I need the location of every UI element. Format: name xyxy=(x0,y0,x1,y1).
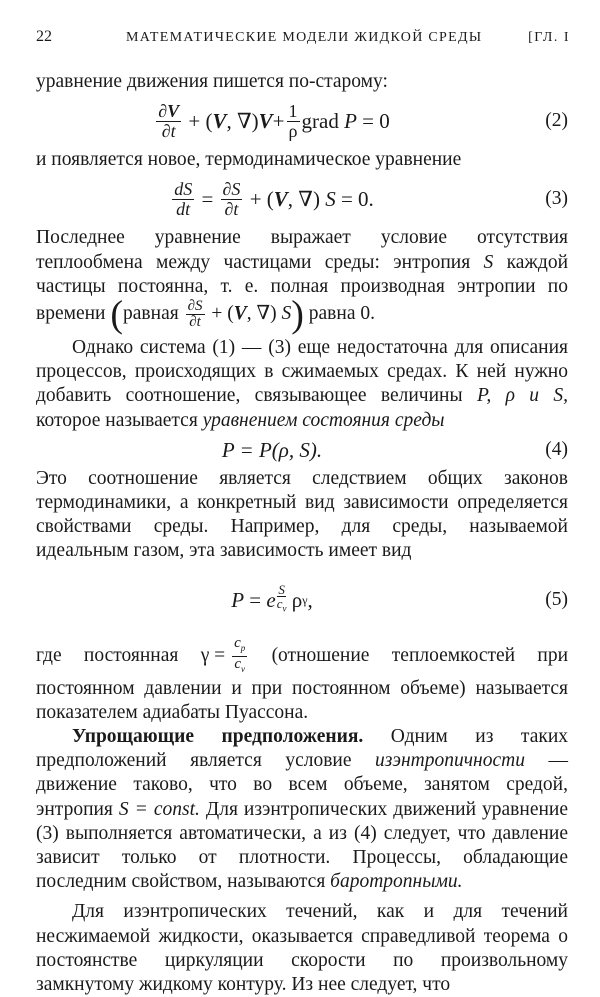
page-body xyxy=(36,70,568,997)
paragraph-2: и появляется новое, термодинамическое уравнение xyxy=(36,149,462,171)
equation-number-3: (3) xyxy=(545,188,568,210)
equation-5: P = e S $c_v$ ρ γ , (5) xyxy=(231,582,568,614)
equation-number-5: (5) xyxy=(545,588,568,610)
page-number: 22 xyxy=(36,28,52,45)
paragraph-1: уравнение движения пишется по-старому: xyxy=(36,71,388,92)
running-title: МАТЕМАТИЧЕСКИЕ МОДЕЛИ ЖИДКОЙ СРЕДЫ xyxy=(126,30,483,45)
paragraph-4: Однако система (1) — (3) еще недостаточна для описания процессов, происходящих в сжимаемых средах. К ней нужно добавить соотношение, связывающее величины P, ρ и S, которое называется уравнением состояния среды xyxy=(36,337,568,431)
page-header xyxy=(0,28,600,54)
paragraph-6: где постоянная γ = $\frac{c_p}{c_v}$ (отношение теплоемкостей при постоянном давлении и при постоянном объеме) называется показателем адиабаты Пуассона. xyxy=(36,634,569,723)
paragraph-8: Для изэнтропических течений, как и для течений несжимаемой жидкости, оказывается справедливой теорема о постоянстве циркуляции скорости по произвольному замкнутому жидкому контуру. Из нее следует, что xyxy=(36,901,568,996)
equation-3: $\frac{dS}{dt}$ = $\frac{\partial S}{\partial t}$ + ( V , ∇) S = 0. (3) xyxy=(174,178,568,219)
paragraph-5: Это соотношение является следствием общих законов термодинамики, а конкретный вид зависимости определяется свойствами среды. Например, для среды, называемой идеальным газом, эта зависимость имеет вид xyxy=(36,467,568,562)
chapter-label: [ГЛ. I xyxy=(528,30,570,45)
equation-4 xyxy=(36,433,568,467)
equation-4-body: P = P(ρ, S). xyxy=(221,437,323,462)
equation-number-2: (2) xyxy=(545,110,568,132)
paragraph-7: Упрощающие предположения. Одним из таких предположений является условие изэнтропичности — движение таково, что во всем объеме, занятом средой, энтропия S = const. Для изэнтропических движений уравнение (3) выполняется автоматически, а из (4) следует, что давление зависит только от плотности. Процессы, обладающие последним свойством, называются баротропными. xyxy=(36,726,569,893)
paragraph-3: Последнее уравнение выражает условие отсутствия теплообмена между частицами среды: энтропия S каждой частицы постоянна, т. е. полная производная энтропии по времени (равная $\frac{\partial S}{\partial t}$ + (V, ∇) S) равна 0. xyxy=(36,227,569,336)
equation-2: $\frac{\partial V}{\partial t}$ + ( V , ∇) V + $\frac{1}{\rho}$ grad P = 0 (2) xyxy=(158,100,568,141)
equation-number-4: (4) xyxy=(545,438,568,460)
